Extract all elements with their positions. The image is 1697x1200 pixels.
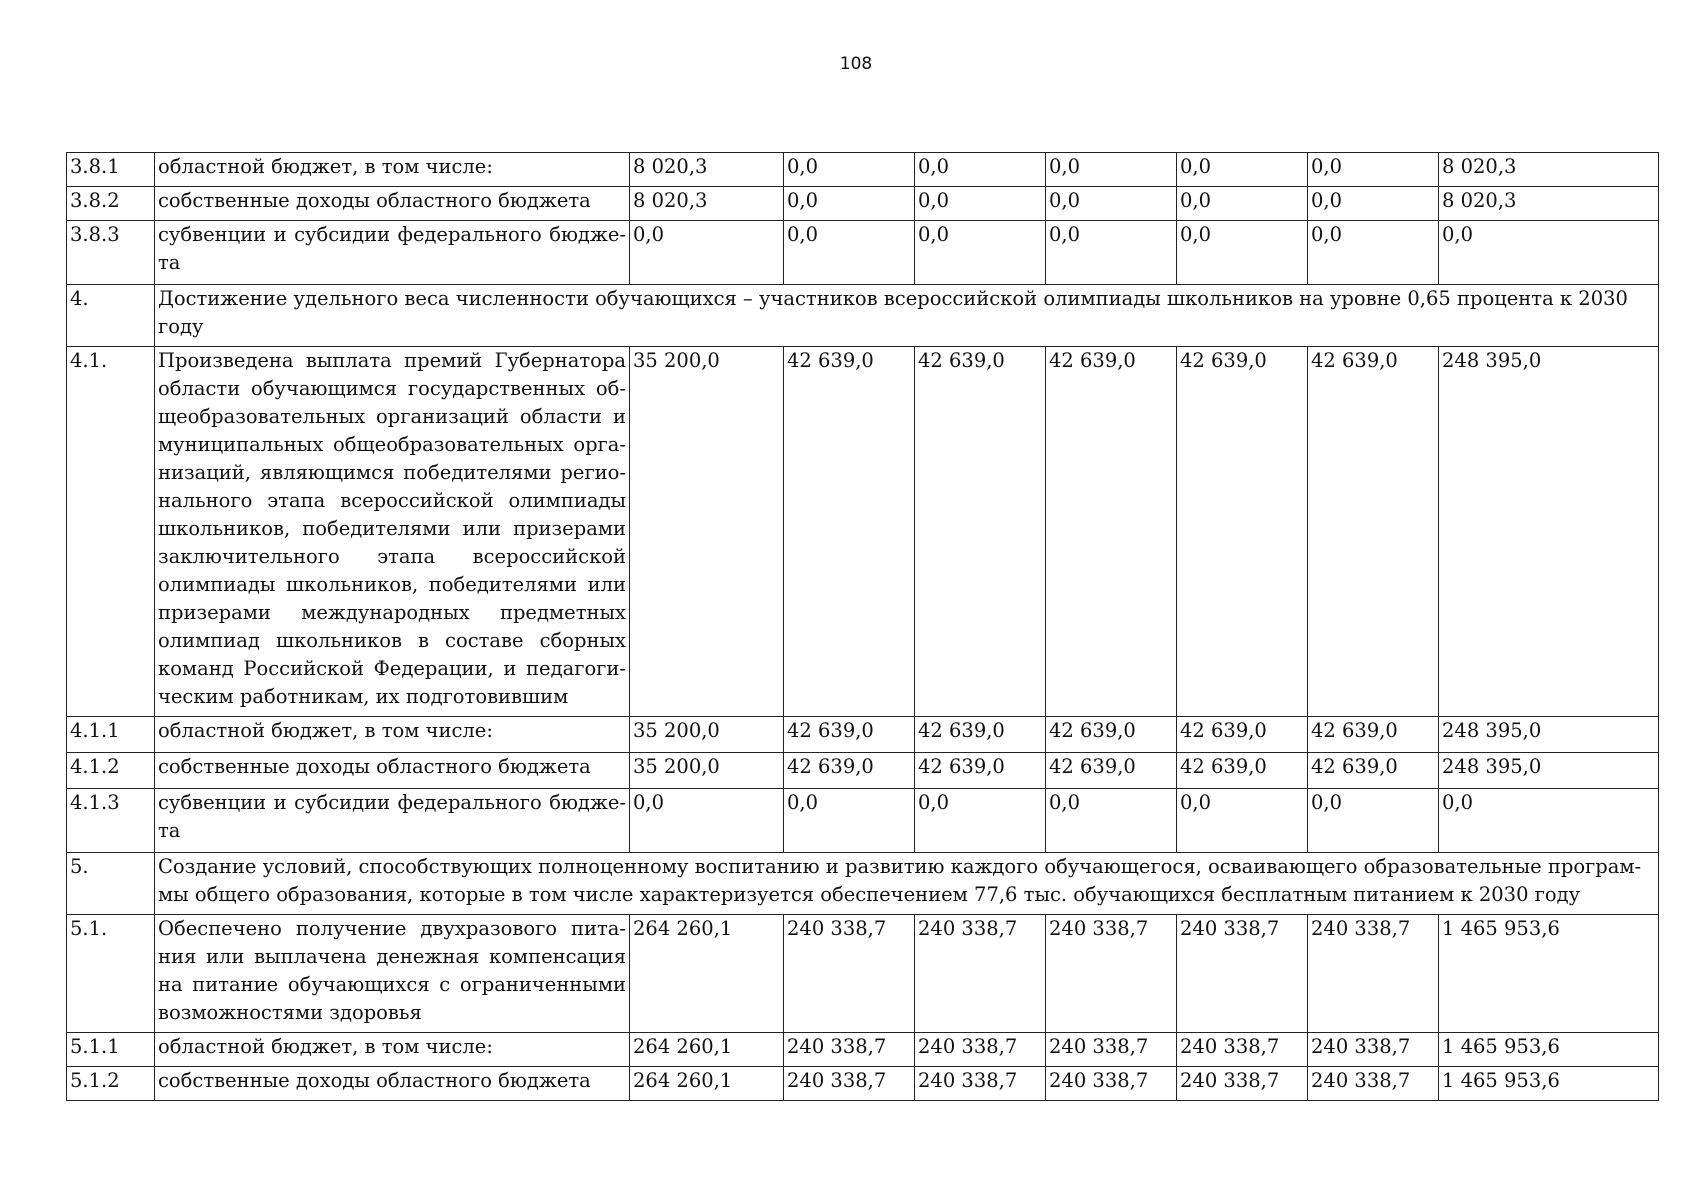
value-cell: 0,0 xyxy=(784,789,915,853)
table-row xyxy=(67,1033,1659,1067)
value-cell: 42 639,0 xyxy=(1308,753,1439,789)
section-number-cell: 4. xyxy=(67,285,155,347)
page-number: 108 xyxy=(839,54,873,74)
value-cell: 0,0 xyxy=(1308,789,1439,853)
budget-table xyxy=(66,152,1659,1101)
value-cell: 0,0 xyxy=(784,221,915,285)
value-cell: 264 260,1 xyxy=(630,915,784,1033)
table-row xyxy=(67,789,1659,853)
value-cell: 42 639,0 xyxy=(1046,753,1177,789)
row-name-cell: Обеспечено получение двухразового пита-ния или выплачена денежная компенсация на питание обучающихся с ограниченными возможностями здоровья xyxy=(155,915,630,1033)
row-name-cell: субвенции и субсидии федерального бюдже-та xyxy=(155,789,630,853)
row-number-cell: 5.1. xyxy=(67,915,155,1033)
row-name-cell: собственные доходы областного бюджета xyxy=(155,187,630,221)
row-name-cell: областной бюджет, в том числе: xyxy=(155,717,630,753)
value-cell: 0,0 xyxy=(630,789,784,853)
value-cell: 0,0 xyxy=(915,221,1046,285)
value-cell: 240 338,7 xyxy=(784,915,915,1033)
value-cell: 0,0 xyxy=(1046,789,1177,853)
value-cell: 240 338,7 xyxy=(1177,1067,1308,1101)
value-cell: 42 639,0 xyxy=(1308,717,1439,753)
row-name-cell: субвенции и субсидии федерального бюдже-та xyxy=(155,221,630,285)
total-cell: 1 465 953,6 xyxy=(1439,915,1659,1033)
total-cell: 8 020,3 xyxy=(1439,153,1659,187)
row-number-cell: 3.8.2 xyxy=(67,187,155,221)
value-cell: 0,0 xyxy=(1177,221,1308,285)
value-cell: 0,0 xyxy=(1046,187,1177,221)
table-row xyxy=(67,717,1659,753)
value-cell: 42 639,0 xyxy=(784,717,915,753)
table-row xyxy=(67,187,1659,221)
table-row xyxy=(67,753,1659,789)
value-cell: 240 338,7 xyxy=(1308,1067,1439,1101)
row-number-cell: 4.1.1 xyxy=(67,717,155,753)
value-cell: 240 338,7 xyxy=(784,1067,915,1101)
value-cell: 42 639,0 xyxy=(915,753,1046,789)
row-number-cell: 4.1.2 xyxy=(67,753,155,789)
value-cell: 42 639,0 xyxy=(1177,347,1308,717)
total-cell: 1 465 953,6 xyxy=(1439,1033,1659,1067)
section-row xyxy=(67,285,1659,347)
value-cell: 0,0 xyxy=(1308,187,1439,221)
total-cell: 248 395,0 xyxy=(1439,347,1659,717)
row-number-cell: 5.1.2 xyxy=(67,1067,155,1101)
value-cell: 240 338,7 xyxy=(915,915,1046,1033)
row-name-cell: собственные доходы областного бюджета xyxy=(155,1067,630,1101)
section-row xyxy=(67,853,1659,915)
row-name-cell: областной бюджет, в том числе: xyxy=(155,1033,630,1067)
table-row xyxy=(67,1067,1659,1101)
value-cell: 0,0 xyxy=(915,187,1046,221)
section-title-cell: Достижение удельного веса численности обучающихся – участников всероссийской олимпиады школьников на уровне 0,65 процента к 2030 году xyxy=(155,285,1659,347)
value-cell: 0,0 xyxy=(1308,221,1439,285)
value-cell: 42 639,0 xyxy=(915,717,1046,753)
row-number-cell: 4.1.3 xyxy=(67,789,155,853)
row-name-cell: собственные доходы областного бюджета xyxy=(155,753,630,789)
value-cell: 0,0 xyxy=(784,153,915,187)
value-cell: 35 200,0 xyxy=(630,753,784,789)
row-number-cell: 5.1.1 xyxy=(67,1033,155,1067)
total-cell: 0,0 xyxy=(1439,221,1659,285)
value-cell: 0,0 xyxy=(1177,789,1308,853)
value-cell: 240 338,7 xyxy=(1177,915,1308,1033)
table-row xyxy=(67,153,1659,187)
value-cell: 240 338,7 xyxy=(784,1033,915,1067)
value-cell: 0,0 xyxy=(1177,187,1308,221)
value-cell: 0,0 xyxy=(1046,221,1177,285)
value-cell: 240 338,7 xyxy=(1308,915,1439,1033)
value-cell: 0,0 xyxy=(630,221,784,285)
value-cell: 8 020,3 xyxy=(630,187,784,221)
row-number-cell: 3.8.3 xyxy=(67,221,155,285)
value-cell: 0,0 xyxy=(1308,153,1439,187)
value-cell: 264 260,1 xyxy=(630,1067,784,1101)
value-cell: 240 338,7 xyxy=(1046,1067,1177,1101)
value-cell: 0,0 xyxy=(1177,153,1308,187)
value-cell: 35 200,0 xyxy=(630,347,784,717)
value-cell: 264 260,1 xyxy=(630,1033,784,1067)
value-cell: 42 639,0 xyxy=(915,347,1046,717)
value-cell: 0,0 xyxy=(784,187,915,221)
value-cell: 42 639,0 xyxy=(1046,347,1177,717)
value-cell: 35 200,0 xyxy=(630,717,784,753)
row-name-cell: областной бюджет, в том числе: xyxy=(155,153,630,187)
section-number-cell: 5. xyxy=(67,853,155,915)
value-cell: 42 639,0 xyxy=(784,347,915,717)
value-cell: 42 639,0 xyxy=(784,753,915,789)
table-row xyxy=(67,221,1659,285)
row-name-cell: Произведена выплата премий Губернатора области обучающимся государственных об-щеобразовательных организаций области и муниципальных общеобразовательных орга-низаций, являющимся победителями регио-нального этапа всероссийской олимпиады школьников, победителями или призерами заключительного этапа всероссийской олимпиады школьников, победителями или призерами международных предметных олимпиад школьников в составе сборных команд Российской Федерации, и педагоги-ческим работникам, их подготовившим xyxy=(155,347,630,717)
total-cell: 248 395,0 xyxy=(1439,753,1659,789)
value-cell: 42 639,0 xyxy=(1177,717,1308,753)
value-cell: 240 338,7 xyxy=(1046,1033,1177,1067)
table-row xyxy=(67,347,1659,717)
value-cell: 8 020,3 xyxy=(630,153,784,187)
value-cell: 42 639,0 xyxy=(1046,717,1177,753)
value-cell: 0,0 xyxy=(915,153,1046,187)
value-cell: 240 338,7 xyxy=(915,1033,1046,1067)
section-title-cell: Создание условий, способствующих полноценному воспитанию и развитию каждого обучающегося, осваивающего образовательные програм-мы общего образования, которые в том числе характеризуется обеспечением 77,6 тыс. обучающихся бесплатным питанием к 2030 году xyxy=(155,853,1659,915)
value-cell: 240 338,7 xyxy=(1308,1033,1439,1067)
total-cell: 0,0 xyxy=(1439,789,1659,853)
table-row xyxy=(67,915,1659,1033)
value-cell: 240 338,7 xyxy=(915,1067,1046,1101)
value-cell: 240 338,7 xyxy=(1046,915,1177,1033)
value-cell: 42 639,0 xyxy=(1177,753,1308,789)
total-cell: 8 020,3 xyxy=(1439,187,1659,221)
value-cell: 0,0 xyxy=(915,789,1046,853)
value-cell: 42 639,0 xyxy=(1308,347,1439,717)
total-cell: 1 465 953,6 xyxy=(1439,1067,1659,1101)
row-number-cell: 3.8.1 xyxy=(67,153,155,187)
total-cell: 248 395,0 xyxy=(1439,717,1659,753)
row-number-cell: 4.1. xyxy=(67,347,155,717)
value-cell: 240 338,7 xyxy=(1177,1033,1308,1067)
value-cell: 0,0 xyxy=(1046,153,1177,187)
